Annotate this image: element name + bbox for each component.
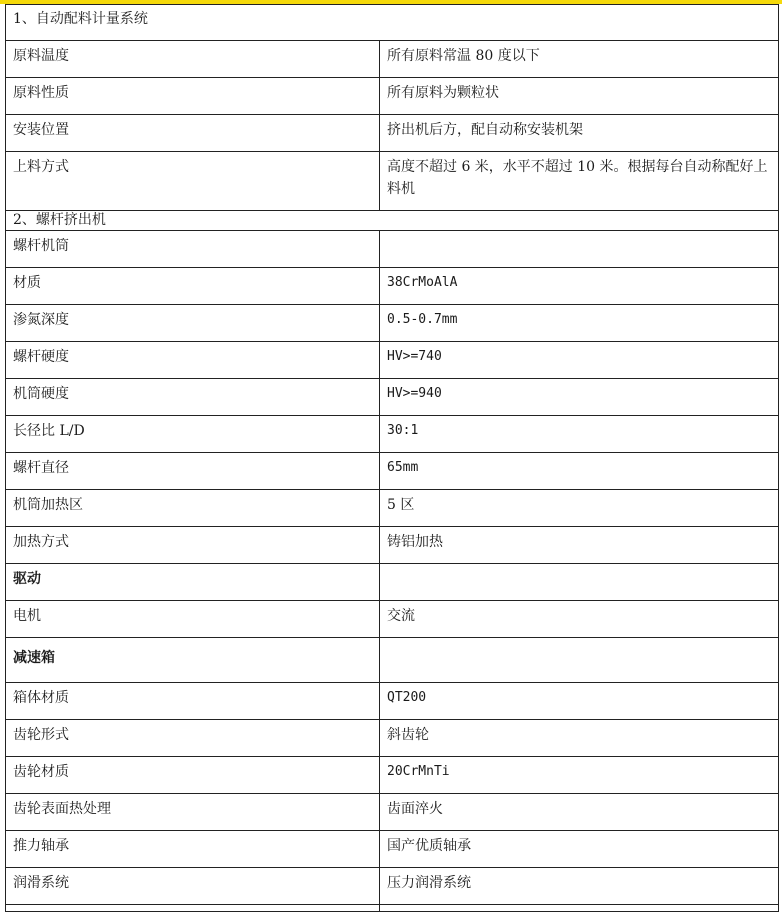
row-label: 材质 (6, 268, 380, 305)
row-value-empty (380, 905, 779, 912)
table-row (6, 379, 779, 416)
table-row (6, 453, 779, 490)
table-row (6, 757, 779, 794)
row-label: 螺杆机筒 (6, 231, 380, 268)
row-label: 电机 (6, 601, 380, 638)
row-label: 推力轴承 (6, 831, 380, 868)
table-row (6, 231, 779, 268)
table-row (6, 342, 779, 379)
row-value: HV>=940 (380, 379, 779, 416)
row-value: 65mm (380, 453, 779, 490)
row-label: 机筒加热区 (6, 490, 380, 527)
row-value: 斜齿轮 (380, 720, 779, 757)
row-value: 高度不超过 6 米，水平不超过 10 米。根据每台自动称配好上料机 (380, 152, 779, 211)
row-value: 交流 (380, 601, 779, 638)
row-label-empty (6, 905, 380, 912)
table-row (6, 831, 779, 868)
row-value: 所有原料为颗粒状 (380, 78, 779, 115)
subsection-title-gearbox: 减速箱 (6, 638, 380, 683)
row-value-empty (380, 564, 779, 601)
row-value: 0.5-0.7mm (380, 305, 779, 342)
row-label: 安装位置 (6, 115, 380, 152)
row-value: 20CrMnTi (380, 757, 779, 794)
table-row (6, 527, 779, 564)
row-value: 齿面淬火 (380, 794, 779, 831)
table-row (6, 115, 779, 152)
table-row (6, 305, 779, 342)
table-row (6, 41, 779, 78)
row-label: 齿轮材质 (6, 757, 380, 794)
section-title-feeding: 1、自动配料计量系统 (6, 5, 779, 41)
section-row-extruder (6, 211, 779, 231)
row-label: 螺杆硬度 (6, 342, 380, 379)
row-value: 30:1 (380, 416, 779, 453)
row-label: 加热方式 (6, 527, 380, 564)
row-value: 压力润滑系统 (380, 868, 779, 905)
table-row (6, 152, 779, 211)
row-label: 上料方式 (6, 152, 380, 211)
row-value: 5 区 (380, 490, 779, 527)
table-row (6, 78, 779, 115)
table-row (6, 794, 779, 831)
table-row (6, 416, 779, 453)
row-value: 所有原料常温 80 度以下 (380, 41, 779, 78)
row-label: 原料温度 (6, 41, 380, 78)
spec-table (5, 4, 779, 912)
table-row (6, 601, 779, 638)
row-label: 机筒硬度 (6, 379, 380, 416)
row-label: 渗氮深度 (6, 305, 380, 342)
table-row (6, 683, 779, 720)
table-row (6, 268, 779, 305)
row-label: 原料性质 (6, 78, 380, 115)
table-row (6, 868, 779, 905)
subsection-title-drive: 驱动 (6, 564, 380, 601)
row-value: HV>=740 (380, 342, 779, 379)
table-row-cut (6, 905, 779, 912)
row-label: 齿轮表面热处理 (6, 794, 380, 831)
row-value: 38CrMoAlA (380, 268, 779, 305)
row-value: 铸铝加热 (380, 527, 779, 564)
row-label: 螺杆直径 (6, 453, 380, 490)
subsection-row-gearbox (6, 638, 779, 683)
row-label: 长径比 L/D (6, 416, 380, 453)
subsection-row-drive (6, 564, 779, 601)
row-label: 齿轮形式 (6, 720, 380, 757)
row-label: 箱体材质 (6, 683, 380, 720)
table-row (6, 720, 779, 757)
table-row (6, 490, 779, 527)
row-value: 挤出机后方，配自动称安装机架 (380, 115, 779, 152)
row-value: 国产优质轴承 (380, 831, 779, 868)
row-label: 润滑系统 (6, 868, 380, 905)
row-value: QT200 (380, 683, 779, 720)
row-value (380, 231, 779, 268)
section-row-feeding (6, 5, 779, 41)
row-value-empty (380, 638, 779, 683)
section-title-extruder: 2、螺杆挤出机 (6, 211, 779, 231)
